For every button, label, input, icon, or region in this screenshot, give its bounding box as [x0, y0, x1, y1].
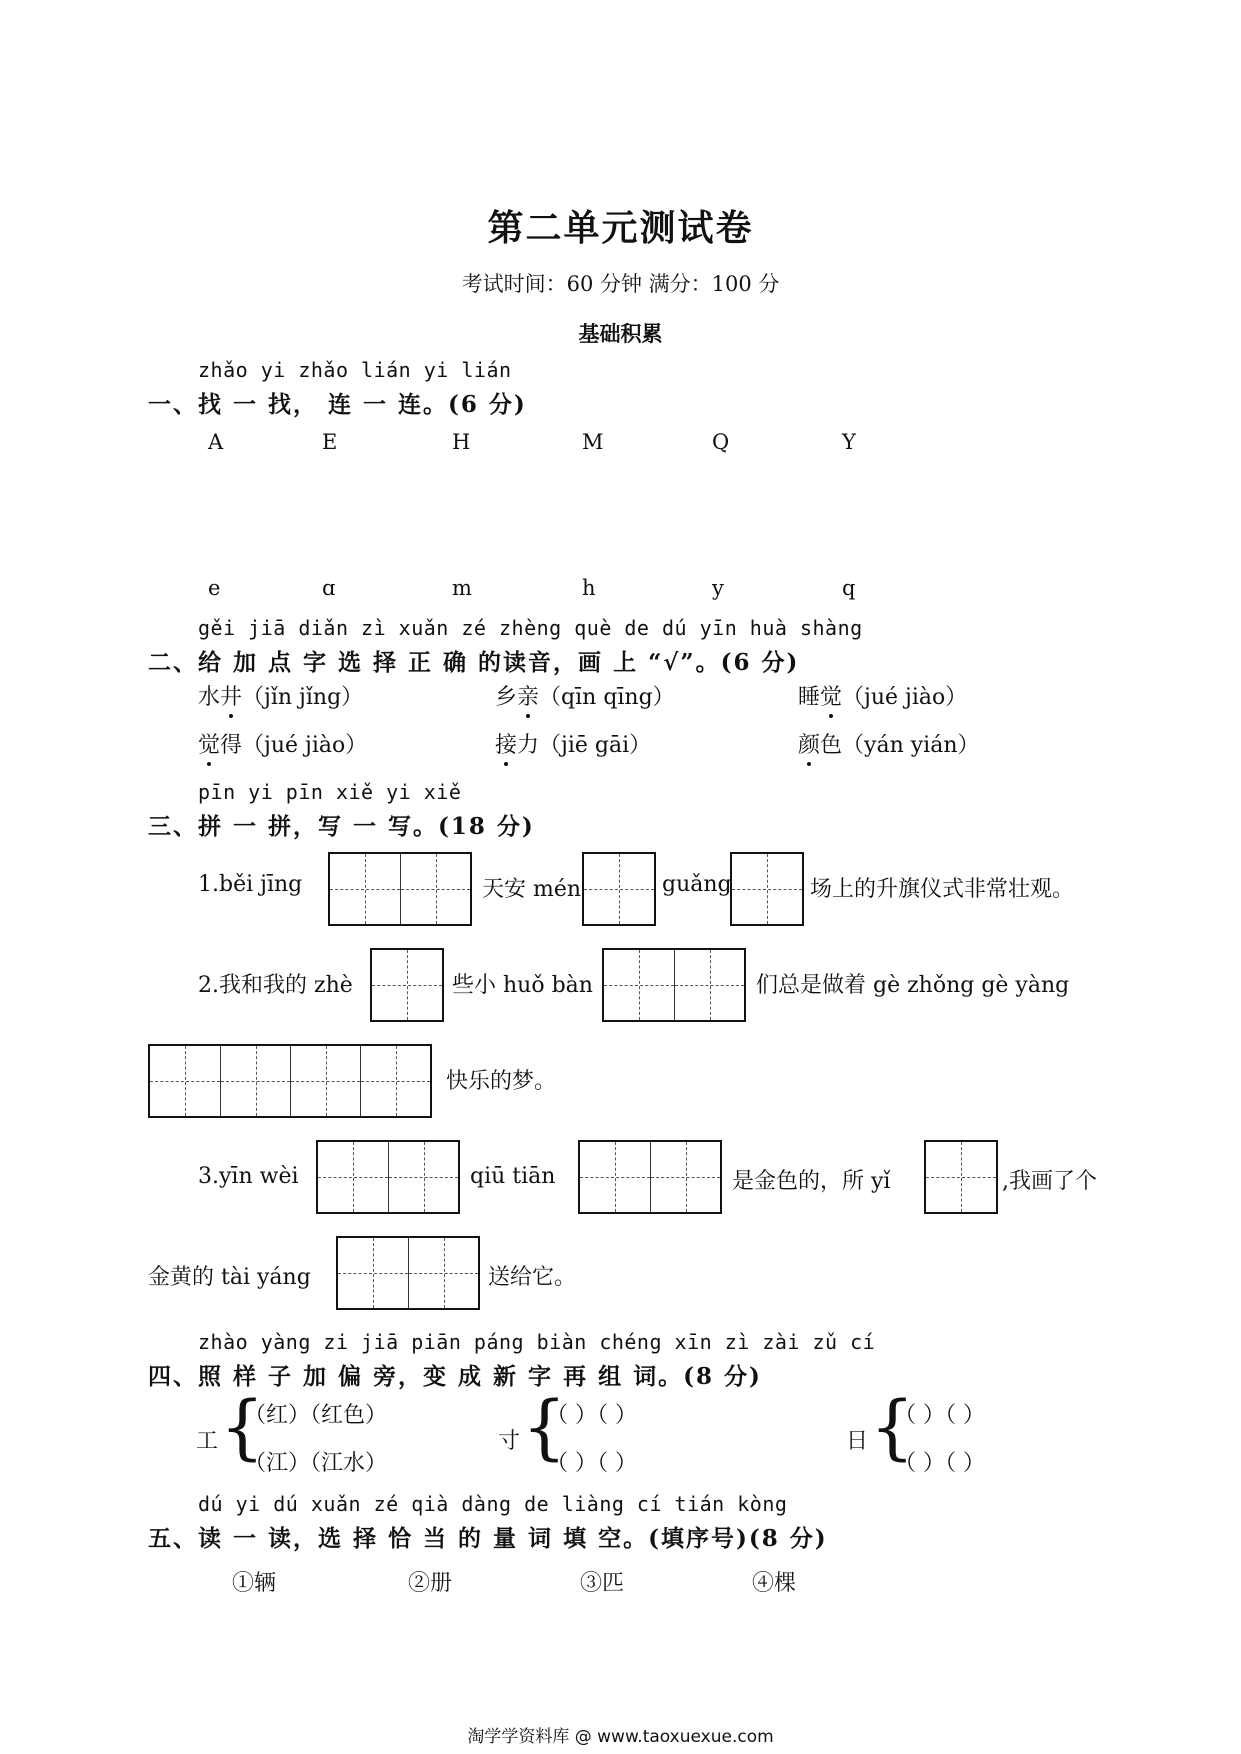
- word-blank[interactable]: （ ）（ ）: [894, 1451, 985, 1476]
- s2-text: 快乐的梦。: [446, 1069, 557, 1094]
- s2-text: 2.我和我的 zhè: [198, 973, 353, 998]
- q3-pinyin: pīn yi pīn xiě yi xiě: [198, 780, 462, 804]
- s3-text: 3.yīn wèi: [198, 1164, 299, 1189]
- measure-word-option: ④棵: [752, 1571, 797, 1596]
- radical-char: 寸: [498, 1429, 521, 1454]
- q3-heading: 三、拼 一 拼，写 一 写。(18 分): [148, 813, 535, 840]
- word-blank[interactable]: （ ）（ ）: [546, 1451, 637, 1476]
- q1-heading: 一、找 一 找， 连 一 连。(6 分): [148, 391, 527, 418]
- s3-text: 送给它。: [488, 1265, 577, 1290]
- page-title: 第二单元测试卷: [487, 207, 754, 249]
- reading-choice[interactable]: 水井（jǐn jǐng）: [198, 685, 364, 710]
- s2-text: 们总是做着 gè zhǒng gè yàng: [756, 973, 1070, 998]
- measure-word-option: ③匹: [580, 1571, 625, 1596]
- lower-letter[interactable]: ɑ: [322, 576, 336, 600]
- lower-letter[interactable]: m: [452, 576, 472, 600]
- writing-grid[interactable]: [924, 1140, 998, 1214]
- word-line: （红）（红色）: [244, 1403, 388, 1428]
- writing-grid[interactable]: [336, 1236, 480, 1310]
- word-blank[interactable]: （ ）（ ）: [894, 1403, 985, 1428]
- footer-watermark: 淘学学资料库 @ www.taoxuexue.com: [467, 1727, 774, 1747]
- exam-info: 考试时间：60 分钟 满分：100 分: [461, 272, 780, 296]
- upper-letter[interactable]: Y: [842, 430, 856, 454]
- q4-heading: 四、照 样 子 加 偏 旁，变 成 新 字 再 组 词。(8 分): [148, 1363, 762, 1390]
- s1-text: 场上的升旗仪式非常壮观。: [810, 877, 1075, 902]
- q5-heading: 五、读 一 读，选 择 恰 当 的 量 词 填 空。(填序号)(8 分): [148, 1525, 828, 1552]
- s3-text: ,我画了个: [1002, 1169, 1097, 1194]
- s1-text: 天安 mén: [482, 877, 582, 902]
- s3-text: qiū tiān: [470, 1164, 556, 1189]
- q2-heading: 二、给 加 点 字 选 择 正 确 的读音，画 上 “√”。(6 分): [148, 649, 800, 676]
- upper-letter[interactable]: Q: [712, 430, 730, 454]
- section-label: 基础积累: [578, 321, 663, 346]
- writing-grid[interactable]: [730, 852, 804, 926]
- writing-grid[interactable]: [370, 948, 444, 1022]
- radical-char: 日: [846, 1429, 869, 1454]
- word-blank[interactable]: （ ）（ ）: [546, 1403, 637, 1428]
- word-line: （江）（江水）: [244, 1451, 388, 1476]
- reading-choice[interactable]: 接力（jiē gāi）: [495, 733, 652, 758]
- reading-choice[interactable]: 睡觉（jué jiào）: [798, 685, 968, 710]
- reading-choice[interactable]: 乡亲（qīn qīng）: [495, 685, 675, 710]
- upper-letter[interactable]: A: [208, 430, 224, 454]
- brace-icon: {: [522, 1386, 567, 1468]
- q1-pinyin: zhǎo yi zhǎo lián yi lián: [198, 358, 512, 382]
- measure-word-option: ②册: [408, 1571, 453, 1596]
- writing-grid[interactable]: [148, 1044, 432, 1118]
- writing-grid[interactable]: [578, 1140, 722, 1214]
- lower-letter[interactable]: q: [842, 576, 856, 600]
- brace-icon: {: [220, 1386, 265, 1468]
- s3-text: 金黄的 tài yáng: [148, 1265, 311, 1290]
- writing-grid[interactable]: [602, 948, 746, 1022]
- lower-letter[interactable]: e: [208, 576, 221, 600]
- s2-text: 些小 huǒ bàn: [452, 973, 593, 998]
- upper-letter[interactable]: H: [452, 430, 471, 454]
- q4-pinyin: zhào yàng zi jiā piān páng biàn chéng xīn zì zài zǔ cí: [198, 1330, 876, 1354]
- s1-text: guǎng: [662, 872, 732, 897]
- upper-letter[interactable]: E: [322, 430, 338, 454]
- radical-char: 工: [196, 1429, 219, 1454]
- lower-letter[interactable]: h: [582, 576, 596, 600]
- q2-pinyin: gěi jiā diǎn zì xuǎn zé zhèng què de dú yīn huà shàng: [198, 616, 863, 640]
- reading-choice[interactable]: 颜色（yán yián）: [798, 733, 980, 758]
- writing-grid[interactable]: [328, 852, 472, 926]
- upper-letter[interactable]: M: [582, 430, 604, 454]
- writing-grid[interactable]: [316, 1140, 460, 1214]
- lower-letter[interactable]: y: [712, 576, 724, 600]
- writing-grid[interactable]: [582, 852, 656, 926]
- s1-text: 1.běi jīng: [198, 872, 303, 897]
- reading-choice[interactable]: 觉得（jué jiào）: [198, 733, 368, 758]
- q5-pinyin: dú yi dú xuǎn zé qià dàng de liàng cí tián kòng: [198, 1492, 788, 1516]
- brace-icon: {: [870, 1386, 915, 1468]
- s3-text: 是金色的，所 yǐ: [732, 1169, 891, 1194]
- measure-word-option: ①辆: [232, 1571, 277, 1596]
